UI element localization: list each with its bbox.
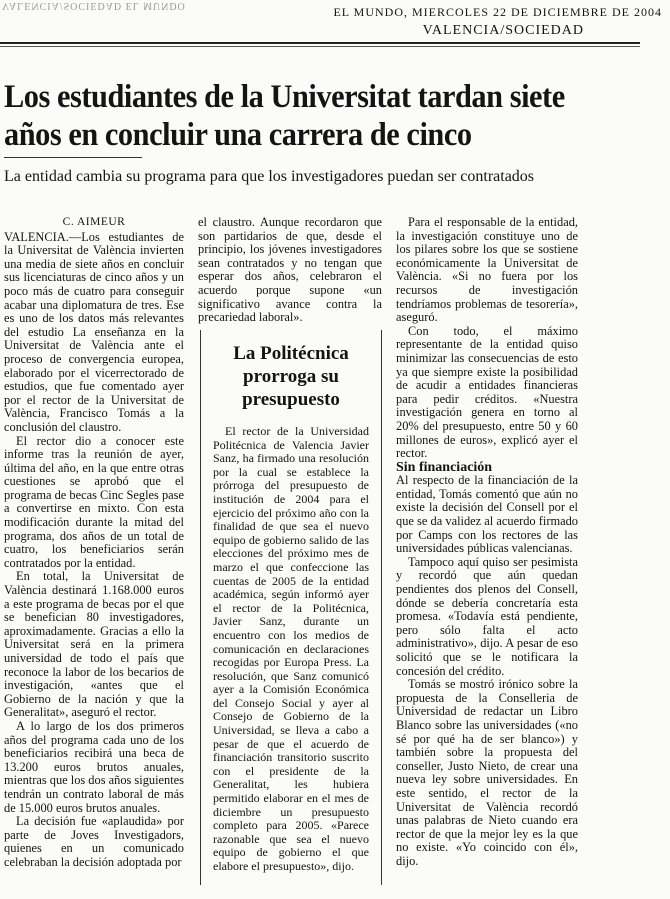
paragraph: A lo largo de los dos primeros años del programa cada uno de los beneficiarios recibirá una beca de 13.200 euros brutos anuales, mientras que los dos años siguientes tendrán un contrato laboral de más de 15.000 euros brutos anuales. <box>4 718 184 815</box>
section-label: VALENCIA/SOCIEDAD <box>422 23 584 38</box>
paragraph: El rector dio a conocer este informe tras la reunión de ayer, última del año, en la que entre otras cuestiones se aprobó que el programa de becas Cinc Segles pase a convertirse en mixto. Con esta modificación durante la mitad del programa, dos años de un total de cuatro, los beneficiarios serán contratados por la entidad. <box>4 433 184 570</box>
paragraph: El rector de la Universidad Politécnica de Valencia Javier Sanz, ha firmado una resolución por la cual se establece la prórroga del presupuesto de institución de 2004 para el ejercicio del próximo año con la finalidad de que sea el nuevo equipo de gobierno salido de las elecciones del próximo mes de marzo el que confeccione las cuentas de 2005 de la entidad académica, según informó ayer el rector de la Politécnica, Javier Sanz, durante un encuentro con los medios de comunicación en declaraciones recogidas por Europa Press. La resolución, que Sanz comunicó ayer a la Comisión Económica del Consejo Social y ayer al Consejo de Gobierno de la Universidad, se lleva a cabo a pesar de que el acuerdo de financiación transitorio suscrito con el presidente de la Generalitat, les hubiera permitido elaborar en el mes de diciembre un presupuesto completo para 2005. «Parece razonable que sea el nuevo equipo de gobierno el que elabore el presupuesto», dijo. <box>213 424 369 873</box>
dateline: EL MUNDO, MIERCOLES 22 DE DICIEMBRE DE 2004 <box>333 5 662 19</box>
header-rule-thin <box>0 46 640 47</box>
bleed-through-text: VALENCIA/SOCIEDAD EL MUNDO <box>2 0 186 11</box>
paragraph: Con todo, el máximo representante de la entidad quiso minimizar las consecuencias de esto ya que siempre existe la posibilidad de acudir a entidades financieras para pedir créditos. «Nuestra investigación genera en torno al 20% del presupuesto, entre 50 y 60 millones de euros», explicó ayer el rector. <box>396 323 578 461</box>
article-column-3 <box>396 216 578 869</box>
paragraph: Tomás se mostró irónico sobre la propuesta de la Conselleria de Universidad de redactar un Libro Blanco sobre las universidades («no sé por qué ha de ser blanco») y también sobre la propuesta del conseller, Justo Nieto, de crear una nueva ley sobre universidades. En este sentido, el rector de la Universitat de València recordó unas palabras de Nieto cuando era rector de que la mejor ley es la que no existe. «Yo coincido con él», dijo. <box>396 677 578 868</box>
paragraph: La decisión fue «aplaudida» por parte de Joves Investigadors, quienes en un comunicado celebraban la decisión adoptada por <box>4 814 184 869</box>
byline: C. AIMEUR <box>62 216 126 228</box>
section-subhead: Sin financiación <box>396 459 493 475</box>
header-rule <box>0 42 640 44</box>
article-headline: Los estudiantes de la Universitat tardan siete años en concluir una carrera de cinco <box>4 79 565 153</box>
sidebar-title: La Politécnica prorroga su presupuesto <box>233 343 349 410</box>
paragraph: Al respecto de la financiación de la entidad, Tomás comentó que aún no existe la decisión del Consell por el que se da validez al acuerdo firmado por Camps con los rectores de las universidades públicas valencianas. <box>396 473 578 556</box>
article-subhead: La entidad cambia su programa para que los investigadores puedan ser contratados <box>4 168 535 185</box>
paragraph: Tampoco aquí quiso ser pesimista y recordó que aún quedan pendientes dos plenos del Consell, dónde se debería concretaría esta promesa. «Todavía está pendiente, pero sólo falta el acto administrativo», dijo. A pesar de eso solicitó que se le notificara la concesión del crédito. <box>396 554 578 678</box>
paragraph: Para el responsable de la entidad, la investigación constituye uno de los pilares sobre los que se sostiene económicamente la Universitat de València. «Si no fuera por los recursos de investigación tendríamos problemas de tesorería», aseguró. <box>396 215 578 325</box>
paragraph: En total, la Universitat de València destinará 1.168.000 euros a este programa de becas por el que se benefician 80 investigadores, aproximadamente. Gracias a ello la Universitat será en la primera universidad de todo el país que reconoce la labor de los becarios de investigación, «antes que el Gobierno de la nación y que la Generalitat», aseguró el rector. <box>4 569 184 720</box>
article-column-1 <box>4 216 184 870</box>
sidebar-body <box>213 425 369 874</box>
sidebar-box <box>200 330 382 885</box>
paragraph: el claustro. Aunque recordaron que son partidarios de que, desde el principio, los jóvenes investigadores sean contratados y no tengan que esperar dos años, celebraron el acuerdo porque supone «un significativo avance contra la precariedad laboral». <box>198 215 382 325</box>
paragraph: VALENCIA.—Los estudiantes de la Universitat de València invierten una media de siete años en concluir sus licenciaturas de cinco años y un poco más de cuatro para conseguir acabar una diplomatura de tres. Ese es uno de los datos más relevantes del estudio La enseñanza en la Universitat de València ante el proceso de convergencia europea, elaborado por el vicerrectorado de estudios, que fue comentado ayer por el rector de la Universitat de València, Francisco Tomás a la conclusión del claustro. <box>4 229 184 434</box>
article-column-2 <box>198 216 382 325</box>
headline-underline <box>4 157 142 158</box>
